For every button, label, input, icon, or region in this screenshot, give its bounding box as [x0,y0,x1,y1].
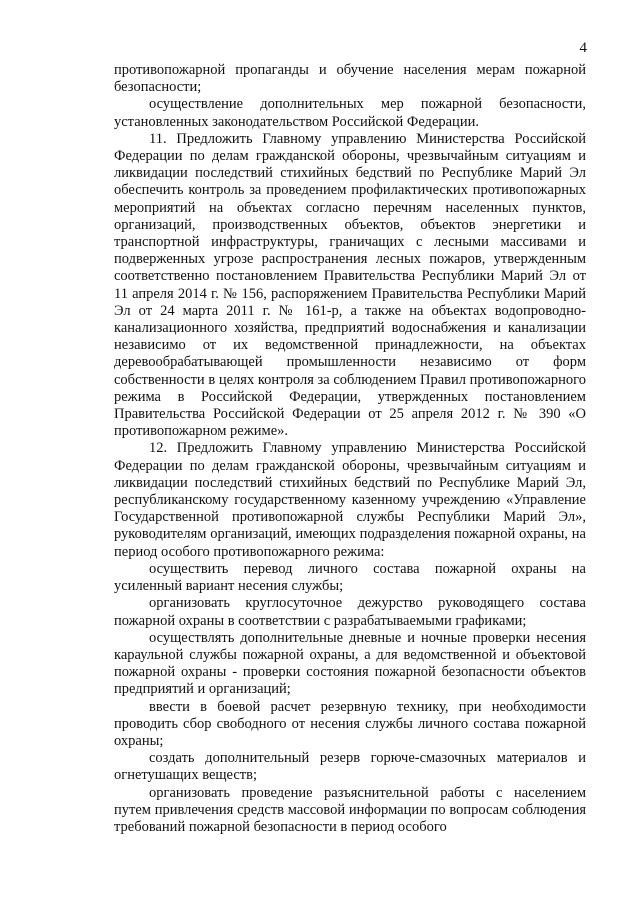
paragraph: создать дополнительный резерв горюче-смазочных материалов и огнетушащих веществ; [114,750,586,784]
paragraph: 11. Предложить Главному управлению Министерства Российской Федерации по делам гражданской обороны, чрезвычайным ситуациям и ликвидации последствий стихийных бедствий по Республике Марий Эл обеспечить контроль за проведением профилактических противопожарных мероприятий на объектах согласно перечням населенных пунктов, организаций, производственных объектов, объектов энергетики и транспортной инфраструктуры, граничащих с лесными массивами и подверженных угрозе распространения лесных пожаров, утвержденным соответственно постановлением Правительства Республики Марий Эл от 11 апреля 2014 г. № 156, распоряжением Правительства Республики Марий Эл от 24 марта 2011 г. № 161-р, а также на объектах водопроводно-канализационного хозяйства, предприятий водоснабжения и канализации независимо от их ведомственной принадлежности, на объектах деревообрабатывающей промышленности независимо от форм собственности в целях контроля за соблюдением Правил противопожарного режима в Российской Федерации, утвержденных постановлением Правительства Российской Федерации от 25 апреля 2012 г. № 390 «О противопожарном режиме». [114,130,586,440]
paragraph: противопожарной пропаганды и обучение населения мерам пожарной безопасности; [114,62,586,96]
paragraph: осуществить перевод личного состава пожарной охраны на усиленный вариант несения службы; [114,560,586,595]
paragraph: ввести в боевой расчет резервную технику, при необходимости проводить сбор свободного от несения службы личного состава пожарной охраны; [114,698,586,749]
page-number: 4 [579,40,587,56]
paragraph: организовать проведение разъяснительной работы с населением путем привлечения средств массовой информации по вопросам соблюдения требований пожарной безопасности в период особого [114,784,586,835]
document-body [114,62,586,836]
paragraph: осуществлять дополнительные дневные и ночные проверки несения караульной службы пожарной охраны, а для ведомственной и объектовой пожарной охраны - проверки состояния пожарной безопасности объектов предприятий и организаций; [114,629,586,698]
paragraph: 12. Предложить Главному управлению Министерства Российской Федерации по делам гражданской обороны, чрезвычайным ситуациям и ликвидации последствий стихийных бедствий по Республике Марий Эл, республиканскому государственному казенному учреждению «Управление Государственной противопожарной службы Республики Марий Эл», руководителям организаций, имеющих подразделения пожарной охраны, на период особого противопожарного режима: [114,440,586,560]
paragraph: осуществление дополнительных мер пожарной безопасности, установленных законодательством Российской Федерации. [114,96,586,130]
paragraph: организовать круглосуточное дежурство руководящего состава пожарной охраны в соответствии с разрабатываемыми графиками; [114,595,586,629]
